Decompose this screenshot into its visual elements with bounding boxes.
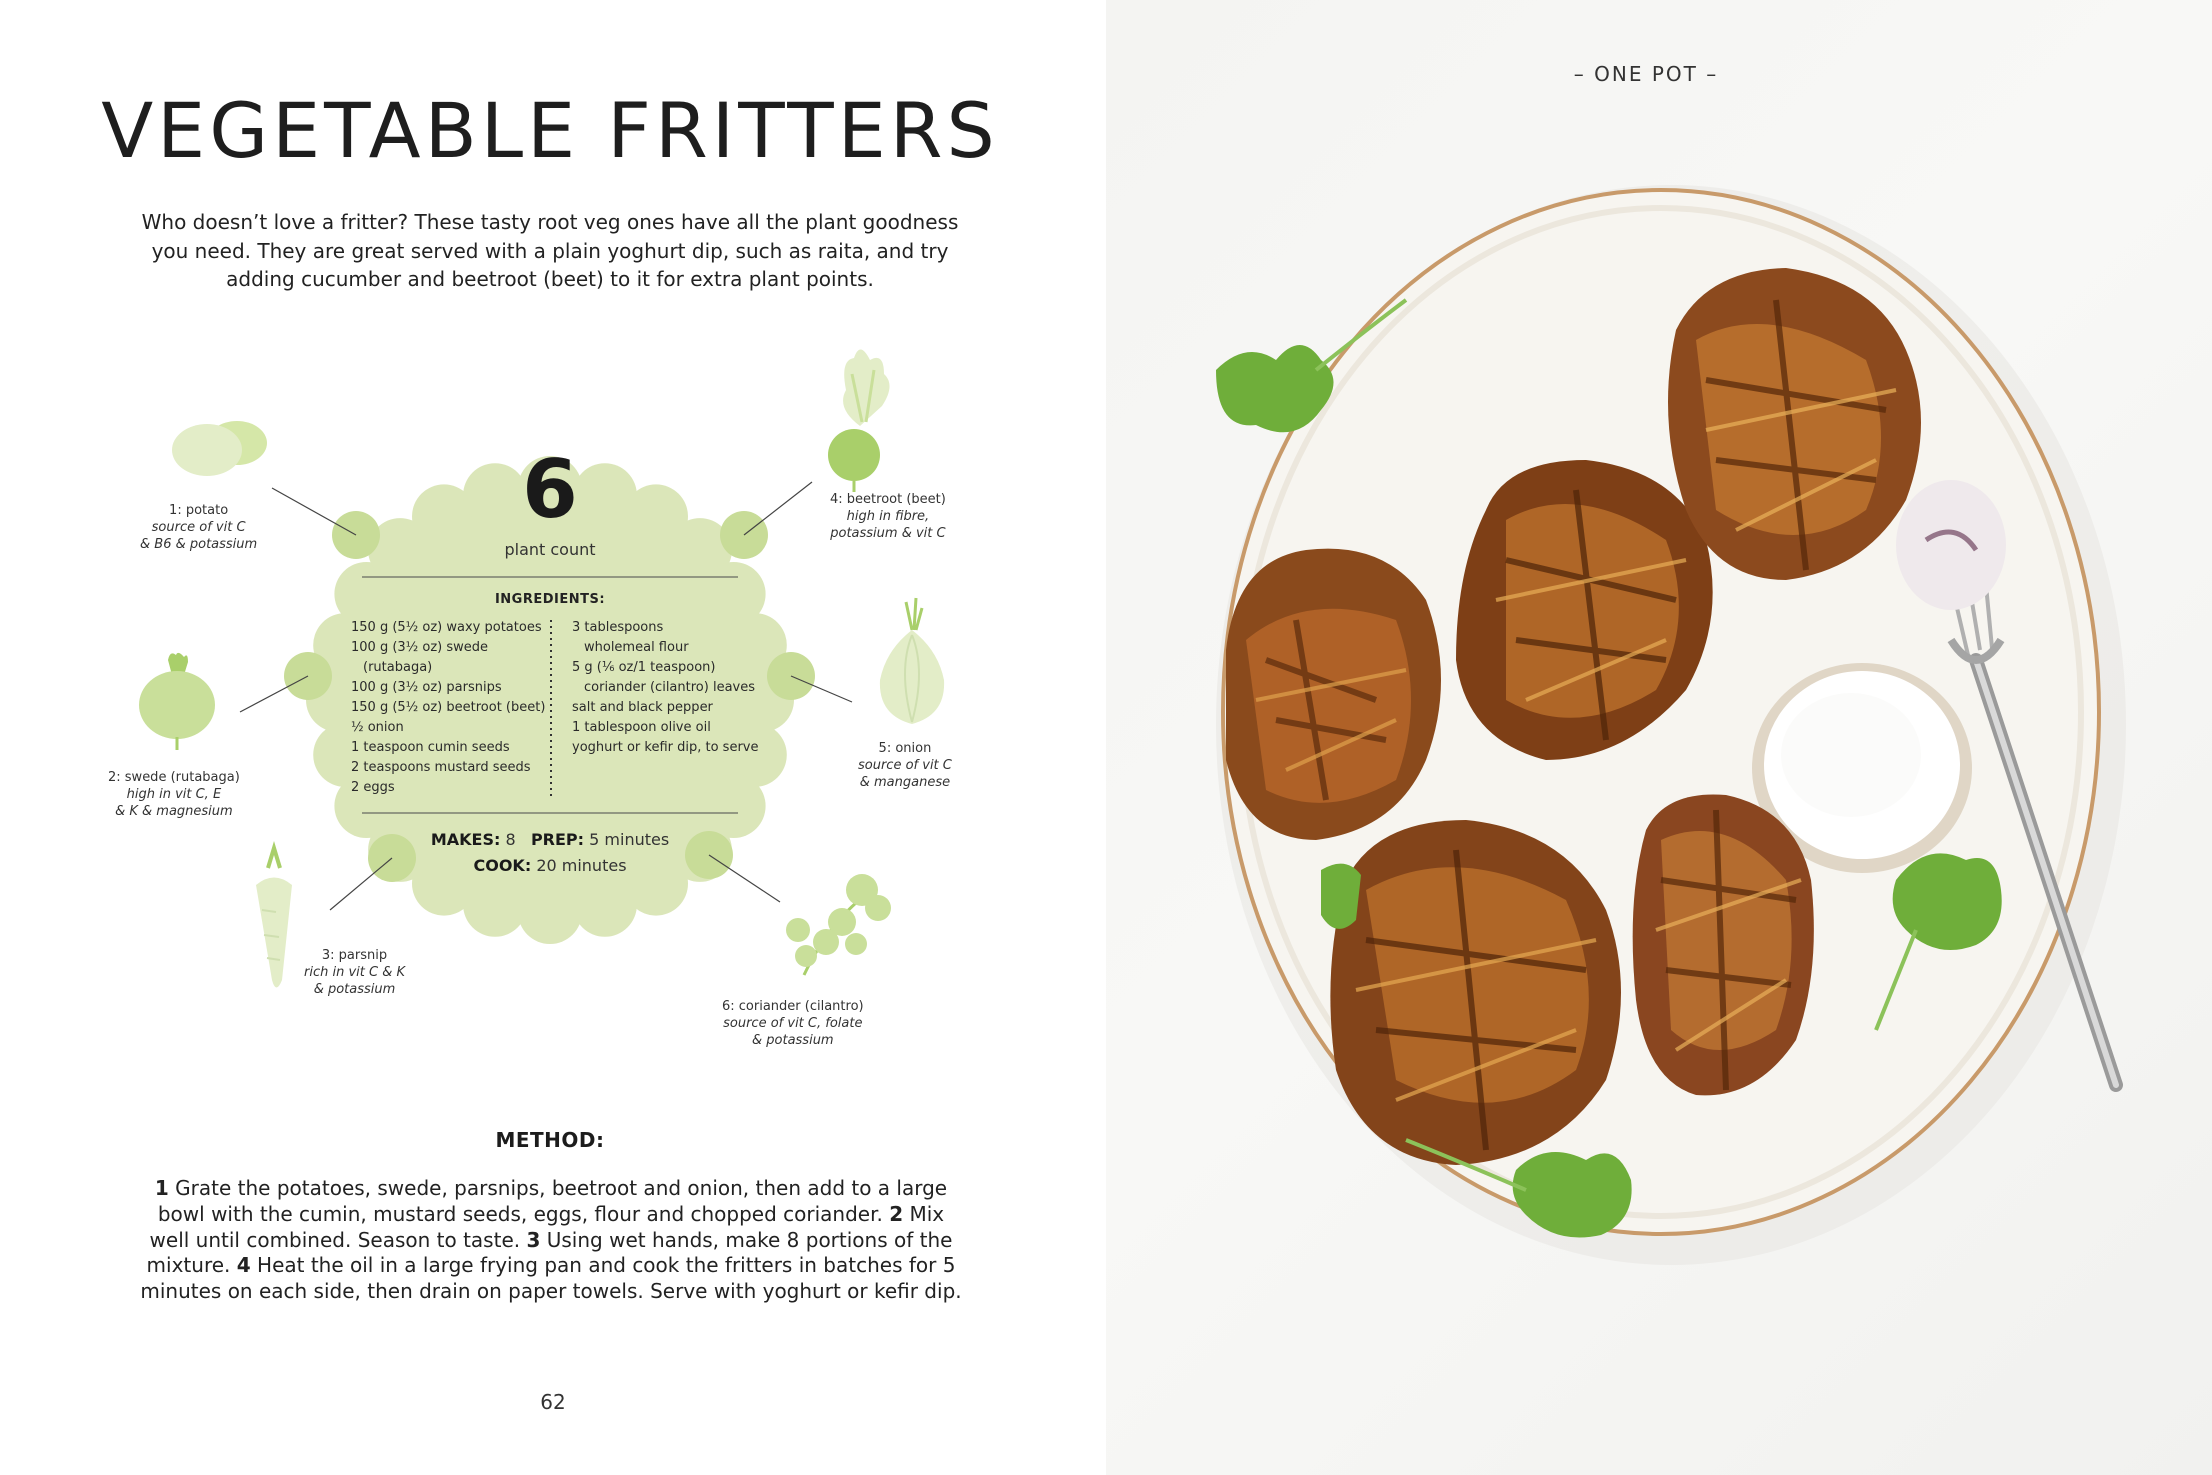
coriander-illustration	[786, 874, 891, 975]
plant-infographic	[0, 330, 1106, 1080]
ingredient-item: 2 teaspoons mustard seeds	[351, 760, 531, 775]
cook-label: COOK:	[473, 856, 532, 875]
veg-note: & potassium	[313, 982, 396, 997]
ingredient-item: 2 eggs	[351, 780, 395, 795]
plant-count-label: plant count	[504, 540, 596, 559]
cook-line	[390, 853, 710, 879]
ingredient-item: 1 tablespoon olive oil	[572, 720, 711, 735]
connector-potato	[272, 488, 356, 535]
veg-label-onion	[858, 740, 952, 791]
prep-label: PREP:	[530, 830, 585, 849]
potato-illustration	[172, 421, 267, 476]
ingredient-item: (rutabaga)	[363, 660, 433, 675]
prep-value: 5 minutes	[589, 830, 670, 849]
ingredients-right-column	[572, 618, 772, 758]
fritter	[1330, 820, 1621, 1165]
veg-note: high in fibre,	[846, 509, 930, 524]
recipe-intro: Who doesn’t love a fritter? These tasty root veg ones have all the plant goodness you need. They are great served with a plain yoghurt dip, such as raita, and try adding cucumber and beetroot (beet) to it for extra plant points.	[141, 210, 959, 291]
ingredients-heading: INGREDIENTS:	[494, 592, 606, 607]
right-page	[1106, 0, 2212, 1475]
swede-illustration	[139, 653, 215, 750]
veg-note: & B6 & potassium	[140, 537, 258, 552]
connector-beetroot	[744, 482, 812, 535]
step-number: 2	[889, 1201, 904, 1226]
makes-label: MAKES:	[430, 830, 501, 849]
step-text: Heat the oil in a large frying pan and cook the fritters in batches for 5 minutes on each side, then drain on paper towels. Serve with yoghurt or kefir dip.	[140, 1253, 962, 1304]
method-text	[138, 1176, 964, 1305]
step-text: Grate the potatoes, swede, parsnips, beetroot and onion, then add to a large bowl with the cumin, mustard seeds, eggs, flour and chopped coriander.	[157, 1176, 948, 1226]
veg-label-swede	[108, 769, 240, 820]
page-number: 62	[540, 1390, 566, 1414]
connector-coriander	[709, 855, 780, 902]
ingredients-left-column	[351, 618, 547, 798]
veg-note: & manganese	[859, 775, 951, 790]
veg-name: 3: parsnip	[321, 948, 388, 963]
makes-value: 8	[505, 830, 516, 849]
makes-prep-line	[390, 827, 710, 853]
veg-name: 5: onion	[878, 741, 932, 756]
step-number: 3	[526, 1227, 541, 1252]
ingredient-item: 3 tablespoons	[572, 620, 664, 635]
veg-note: potassium & vit C	[830, 526, 946, 541]
ingredient-item: 150 g (5½ oz) waxy potatoes	[351, 620, 542, 635]
veg-note: high in vit C, E	[126, 787, 222, 802]
veg-label-potato	[140, 502, 257, 553]
beetroot-illustration	[828, 349, 890, 492]
veg-note: & K & magnesium	[115, 804, 233, 819]
veg-note: source of vit C, folate	[723, 1016, 863, 1031]
ingredient-item: coriander (cilantro) leaves	[584, 680, 755, 695]
dip-smear	[1896, 480, 2006, 610]
ingredient-item: 100 g (3½ oz) swede	[351, 640, 489, 655]
ingredient-item: salt and black pepper	[572, 700, 713, 715]
veg-note: rich in vit C & K	[304, 965, 405, 980]
badge-scallop	[518, 880, 582, 944]
onion-illustration	[880, 598, 944, 724]
step-number: 1	[154, 1176, 169, 1200]
veg-name: 1: potato	[169, 503, 229, 518]
step-text: Using wet hands, make 8 portions of the mixture.	[146, 1227, 953, 1278]
veg-name: 2: swede (rutabaga)	[108, 770, 240, 785]
badge-scallop	[573, 873, 637, 937]
plant-count-number: 6	[522, 443, 578, 536]
ingredient-item: yoghurt or kefir dip, to serve	[572, 740, 759, 755]
step-number: 4	[236, 1253, 251, 1278]
ingredient-item: 150 g (5½ oz) beetroot (beet)	[351, 700, 546, 715]
cook-value: 20 minutes	[536, 856, 627, 875]
veg-name: 6: coriander (cilantro)	[722, 999, 864, 1014]
veg-label-coriander	[722, 998, 864, 1049]
veg-label-parsnip	[304, 947, 405, 998]
section-label: – ONE POT –	[1573, 62, 1719, 86]
veg-note: source of vit C	[151, 520, 246, 535]
ingredient-item: 100 g (3½ oz) parsnips	[351, 680, 502, 695]
coriander-garnish	[1321, 864, 1361, 929]
veg-name: 4: beetroot (beet)	[830, 492, 946, 507]
veg-note: & potassium	[752, 1033, 834, 1048]
parsnip-illustration	[256, 848, 292, 988]
fritters-photo	[1106, 0, 2212, 1475]
veg-label-beetroot	[830, 491, 946, 542]
ingredient-item: ½ onion	[351, 720, 404, 735]
method-heading: METHOD:	[495, 1128, 605, 1152]
ingredient-item: 5 g (⅙ oz/1 teaspoon)	[572, 660, 716, 675]
veg-note: source of vit C	[858, 758, 952, 773]
connector-parsnip	[330, 858, 392, 910]
ingredient-item: wholemeal flour	[584, 640, 689, 655]
recipe-title: VEGETABLE FRITTERS	[101, 86, 999, 175]
ingredient-item: 1 teaspoon cumin seeds	[351, 740, 510, 755]
step-text: Mix well until combined. Season to taste.	[149, 1201, 945, 1252]
fritter	[1633, 794, 1814, 1095]
